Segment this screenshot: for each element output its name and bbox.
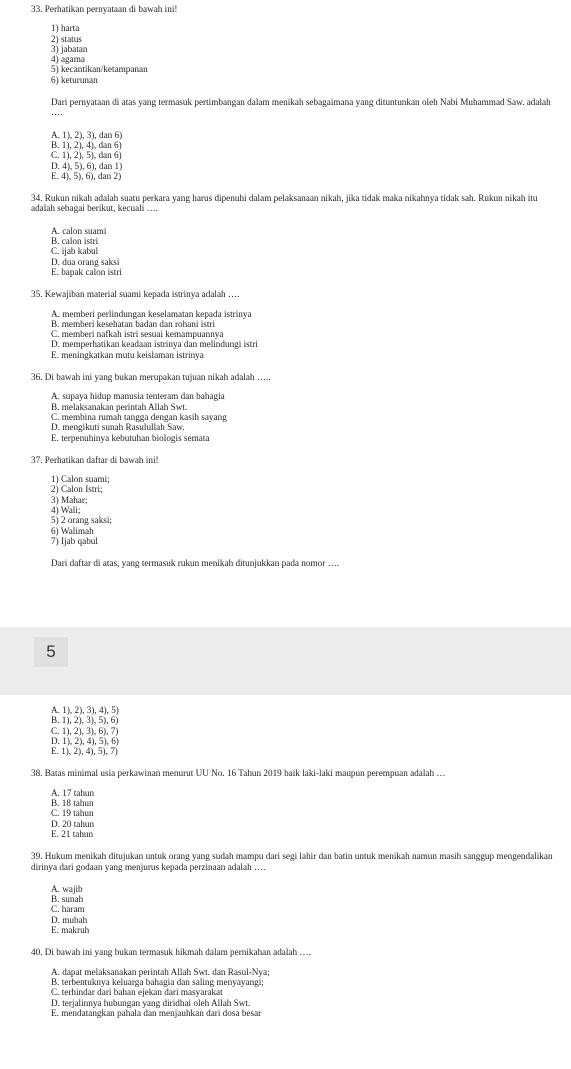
answer-option[interactable]: E. mendatangkan pahala dan menjauhkan dari dosa besar [51, 1007, 262, 1018]
statement-item: 5) 2 orang saksi; [51, 515, 112, 526]
statement-list [51, 23, 571, 85]
statement-item: 2) status [51, 33, 82, 44]
answer-options [51, 788, 561, 839]
answer-option[interactable]: E. makruh [51, 925, 90, 936]
page-number-badge: 5 [34, 637, 68, 667]
answer-option[interactable]: D. memperhatikan keadaan istrinya dan melindungi istri [51, 339, 258, 350]
answer-option[interactable]: D. mengikuti sunah Rasulullah Saw. [51, 422, 185, 433]
answer-option[interactable]: C. terhindar dari bahan ejekan dari masyarakat [51, 987, 223, 998]
statement-item: 6) keturunan [51, 74, 98, 85]
question-stem: 33. Perhatikan pernyataan di bawah ini! [31, 4, 178, 14]
question-40 [31, 947, 561, 1018]
answer-option[interactable]: A. 1), 2), 3), 4), 5) [51, 705, 119, 715]
question-stem: 40. Di bawah ini yang bukan termasuk hikmah dalam pernikahan adalah …. [31, 947, 311, 958]
question-text: Dari daftar di atas, yang termasuk rukun menikah ditunjukkan pada nomor …. [51, 558, 340, 569]
statement-item: 3) jabatan [51, 43, 88, 54]
answer-options [51, 226, 571, 277]
answer-option[interactable]: A. dapat melaksanakan perintah Allah Swt. dan Rasul-Nya; [51, 966, 270, 977]
statement-list [51, 474, 571, 546]
answer-option[interactable]: C. 1), 2), 5), dan 6) [51, 150, 122, 161]
answer-options [51, 130, 571, 181]
answer-option[interactable]: B. calon istri [51, 236, 99, 247]
answer-option[interactable]: C. 19 tahun [51, 808, 94, 819]
answer-option[interactable]: E. meningkatkan mutu keislaman istrinya [51, 349, 204, 360]
answer-option[interactable]: A. memberi perlindungan keselamatan kepada istrinya [51, 308, 252, 319]
answer-option[interactable]: D. dua orang saksi [51, 256, 120, 267]
answer-option[interactable]: A. wajib [51, 883, 83, 894]
question-stem: 36. Di bawah ini yang bukan merupakan tujuan nikah adalah ….. [31, 372, 271, 383]
answer-option[interactable]: A. 1), 2), 3), dan 6) [51, 129, 123, 140]
answer-option[interactable]: D. 1), 2), 4), 5), 6) [51, 735, 119, 746]
question-stem: 37. Perhatikan daftar di bawah ini! [31, 454, 159, 465]
statement-item: 7) Ijab qabul [51, 535, 98, 546]
answer-option[interactable]: B. 1), 2), 3), 5), 6) [51, 715, 119, 726]
answer-options [51, 705, 561, 756]
answer-option[interactable]: C. haram [51, 904, 85, 915]
page-break-band [0, 627, 571, 695]
answer-option[interactable]: E. terpenuhinya kebutuhan biologis semata [51, 432, 210, 443]
statement-item: 4) Wali; [51, 504, 81, 515]
answer-option[interactable]: B. sunah [51, 894, 84, 905]
question-stem: 35. Kewajiban material suami kepada istrinya adalah …. [31, 289, 240, 300]
question-stem: 38. Batas minimal usia perkawinan menurut UU No. 16 Tahun 2019 baik laki-laki maupun perempuan adalah … [31, 768, 446, 779]
statement-item: 6) Walimah [51, 525, 94, 536]
question-34 [31, 193, 571, 277]
answer-option[interactable]: C. 1), 2), 3), 6), 7) [51, 725, 119, 736]
answer-option[interactable]: D. terjalinnya hubungan yang diridhai oleh Allah Swt. [51, 997, 251, 1008]
answer-options [51, 884, 561, 935]
question-38 [31, 768, 561, 839]
statement-item: 1) harta [51, 23, 80, 34]
answer-option[interactable]: C. membina rumah tangga dengan kasih sayang [51, 411, 227, 422]
answer-option[interactable]: B. 1), 2), 4), dan 6) [51, 139, 122, 150]
statement-item: 3) Mahar; [51, 494, 88, 505]
statement-item: 1) Calon suami; [51, 474, 110, 485]
question-37 [31, 455, 571, 569]
answer-options [51, 309, 571, 360]
answer-option[interactable]: B. memberi kesehatan badan dan rohani istri [51, 318, 216, 329]
question-text: Dari pernyataan di atas yang termasuk pertimbangan dalam menikah sebagaimana yang dituntunkan oleh Nabi Muhammad Saw. adalah …. [51, 97, 551, 118]
question-39 [31, 851, 561, 935]
question-36 [31, 372, 571, 443]
statement-item: 4) agama [51, 54, 85, 65]
answer-option[interactable]: B. melaksanakan perintah Allah Swt. [51, 401, 188, 412]
answer-option[interactable]: D. 20 tahun [51, 818, 95, 829]
answer-option[interactable]: B. 18 tahun [51, 798, 94, 809]
answer-option[interactable]: E. bapak calon istri [51, 266, 122, 277]
answer-option[interactable]: D. mubah [51, 914, 88, 925]
statement-item: 5) kecantikan/ketampanan [51, 64, 148, 75]
question-35 [31, 289, 571, 360]
answer-option[interactable]: E. 21 tahun [51, 828, 94, 839]
answer-options [51, 967, 561, 1018]
question-33 [31, 4, 571, 181]
answer-option[interactable]: C. memberi nafkah istri sesuai kemampuannya [51, 329, 224, 340]
answer-option[interactable]: A. calon suami [51, 225, 107, 236]
answer-option[interactable]: E. 4), 5), 6), dan 2) [51, 170, 122, 181]
answer-options [51, 391, 571, 442]
answer-option[interactable]: D. 4), 5), 6), dan 1) [51, 160, 123, 171]
answer-option[interactable]: A. 17 tahun [51, 787, 95, 798]
question-stem: 39. Hukum menikah ditujukan untuk orang yang sudah mampu dari segi lahir dan batin untuk menikah namun masih sanggup mengendalikan dirinya dari godaan yang menjurus kepada perzinaan adalah …. [31, 851, 553, 872]
answer-option[interactable]: C. ijab kabul [51, 246, 99, 257]
question-stem: 34. Rukun nikah adalah suatu perkara yang harus dipenuhi dalam pelaksanaan nikah, jika tidak maka nikahnya tidak sah. Rukun nikah itu adalah sebagai berikut, kecuali …. [31, 193, 538, 214]
answer-option[interactable]: A. supaya hidup manusia tenteram dan bahagia [51, 391, 225, 402]
statement-item: 2) Calon Istri; [51, 484, 103, 495]
answer-option[interactable]: B. terbentuknya keluarga bahagia dan saling menyayangi; [51, 976, 264, 987]
answer-option[interactable]: E. 1), 2), 4), 5), 7) [51, 746, 118, 757]
